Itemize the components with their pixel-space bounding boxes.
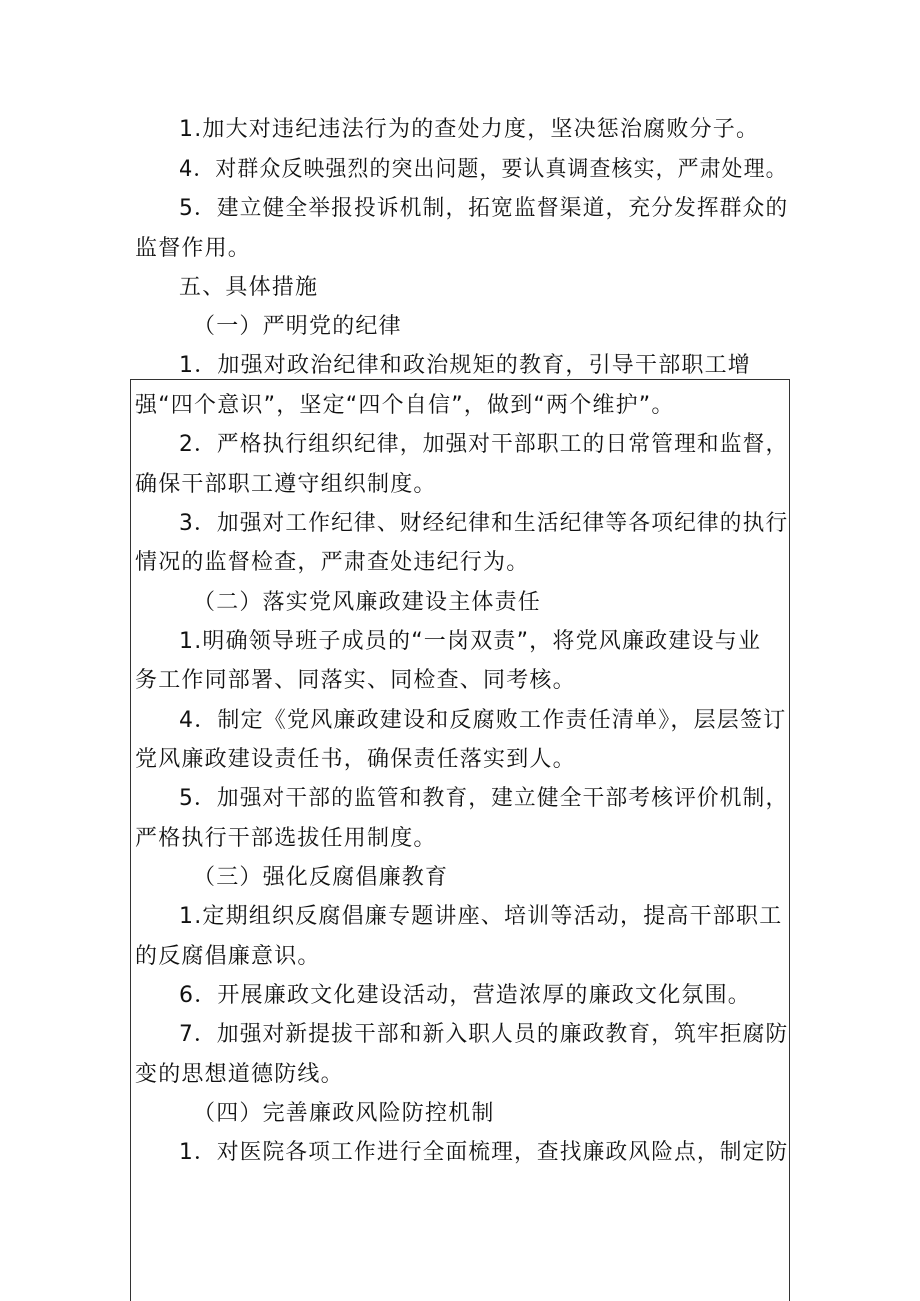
paragraph-line: 情况的监督检查，严肃查处违纪行为。 <box>135 550 530 575</box>
paragraph-line: 1.定期组织反腐倡廉专题讲座、培训等活动，提高干部职工 <box>179 904 783 929</box>
subsection-heading: （一）严明党的纪律 <box>193 314 402 339</box>
paragraph-line: 5．加强对干部的监管和教育，建立健全干部考核评价机制， <box>179 786 789 811</box>
paragraph-line: 3．加强对工作纪律、财经纪律和生活纪律等各项纪律的执行 <box>179 511 789 536</box>
paragraph-line: 1.明确领导班子成员的“一岗双责”，将党风廉政建设与业 <box>179 629 762 654</box>
subsection-heading: （三）强化反腐倡廉教育 <box>193 865 449 890</box>
paragraph-line: 严格执行干部选拔任用制度。 <box>135 826 437 851</box>
paragraph-line: 4．制定《党风廉政建设和反腐败工作责任清单》，层层签订 <box>179 708 787 733</box>
paragraph-line: 1.加大对违纪违法行为的查处力度，坚决惩治腐败分子。 <box>179 117 760 142</box>
paragraph-line: 务工作同部署、同落实、同检查、同考核。 <box>135 668 576 693</box>
paragraph-line: 5．建立健全举报投诉机制，拓宽监督渠道，充分发挥群众的 <box>179 196 789 221</box>
paragraph-line: 监督作用。 <box>135 236 252 261</box>
paragraph-line: 4．对群众反映强烈的突出问题，要认真调查核实，严肃处理。 <box>179 157 788 182</box>
paragraph-line: 1．对医院各项工作进行全面梳理，查找廉政风险点，制定防 <box>179 1140 789 1165</box>
paragraph-line: 的反腐倡廉意识。 <box>135 944 321 969</box>
paragraph-line: 强“四个意识”，坚定“四个自信”，做到“两个维护”。 <box>135 393 675 418</box>
paragraph-line: 1．加强对政治纪律和政治规矩的教育，引导干部职工增 <box>179 353 751 378</box>
section-heading: 五、具体措施 <box>179 275 319 300</box>
paragraph-line: 2．严格执行组织纪律，加强对干部职工的日常管理和监督， <box>179 432 789 457</box>
subsection-heading: （二）落实党风廉政建设主体责任 <box>193 590 542 615</box>
paragraph-line: 7．加强对新提拔干部和新入职人员的廉政教育，筑牢拒腐防 <box>179 1022 789 1047</box>
paragraph-line: 变的思想道德防线。 <box>135 1062 344 1087</box>
subsection-heading: （四）完善廉政风险防控机制 <box>193 1101 495 1126</box>
paragraph-line: 党风廉政建设责任书，确保责任落实到人。 <box>135 747 576 772</box>
paragraph-line: 确保干部职工遵守组织制度。 <box>135 472 437 497</box>
paragraph-line: 6．开展廉政文化建设活动，营造浓厚的廉政文化氛围。 <box>179 983 751 1008</box>
